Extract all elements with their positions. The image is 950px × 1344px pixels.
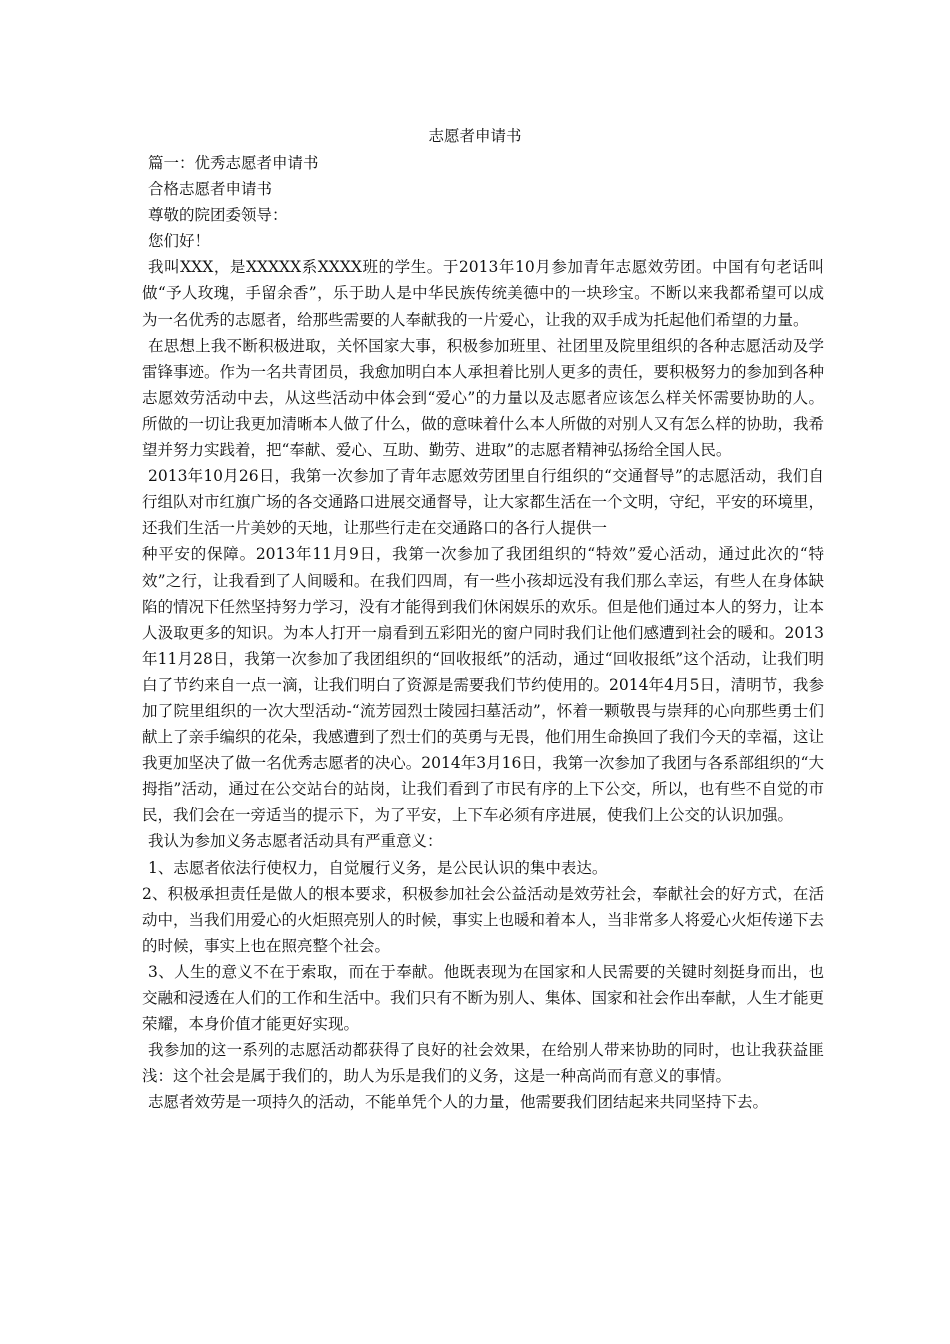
document-body xyxy=(142,150,824,1115)
paragraph-heading-1: 篇一：优秀志愿者申请书 xyxy=(148,154,319,172)
paragraph-traffic-activity: 2013年10月26日，我第一次参加了青年志愿效劳团里自行组织的“交通督导”的志愿活动，我们自行组队对市红旗广场的各交通路口进展交通督导，让大家都生活在一个文明，守纪，平安的环境里，还我们生活一片美妙的天地，让那些行走在交通路口的各行人提供一 xyxy=(142,467,825,538)
paragraph-results: 我参加的这一系列的志愿活动都获得了良好的社会效果，在给别人带来协助的同时，也让我获益匪浅：这个社会是属于我们的，助人为乐是我们的义务，这是一种高尚而有意义的事情。 xyxy=(142,1041,824,1086)
paragraph-closing: 志愿者效劳是一项持久的活动，不能单凭个人的力量，他需要我们团结起来共同坚持下去。 xyxy=(148,1093,769,1112)
paragraph-point-3: 3、人生的意义不在于索取，而在于奉献。他既表现为在国家和人民需要的关键时刻挺身而出，也交融和浸透在人们的工作和生活中。我们只有不断为别人、集体、国家和社会作出奉献，人生才能更荣耀，本身价值才能更好实现。 xyxy=(142,962,825,1034)
paragraph-thoughts: 在思想上我不断积极进取，关怀国家大事，积极参加班里、社团里及院里组织的各种志愿活动及学雷锋事迹。作为一名共青团员，我愈加明白本人承担着比别人更多的责任，要积极努力的参加到各种志愿效劳活动中去，从这些活动中体会到“爱心”的力量以及志愿者应该怎么样关怀需要协助的人。所做的一切让我更加清晰本人做了什么，做的意味着什么本人所做的对别人又有怎么样的协助，我希望并努力实践着，把“奉献、爱心、互助、勤劳、进取”的志愿者精神弘扬给全国人民。 xyxy=(142,336,825,460)
paragraph-heading-2: 合格志愿者申请书 xyxy=(148,180,273,199)
paragraph-significance-intro: 我认为参加义务志愿者活动具有严重意义： xyxy=(148,832,443,851)
paragraph-point-2: 2、积极承担责任是做人的根本要求，积极参加社会公益活动是效劳社会，奉献社会的好方式，在活动中，当我们用爱心的火炬照亮别人的时候，事实上也暖和着本人，当非常多人将爱心火炬传递下去的时候，事实上也在照亮整个社会。 xyxy=(142,884,825,955)
paragraph-introduction: 我叫XXX，是XXXXX系XXXX班的学生。于2013年10月参加青年志愿效劳团。中国有句老话叫做“予人玫瑰，手留余香”，乐于助人是中华民族传统美德中的一块珍宝。不断以来我都希望可以成为一名优秀的志愿者，给那些需要的人奉献我的一片爱心，让我的双手成为托起他们希望的力量。 xyxy=(142,258,824,329)
paragraph-activities-list: 种平安的保障。2013年11月9日，我第一次参加了我团组织的“特效”爱心活动，通过此次的“特效”之行，让我看到了人间暖和。在我们四周，有一些小孩却远没有我们那么幸运，有些人在身体缺陷的情况下任然坚持努力学习，没有才能得到我们休闲娱乐的欢乐。但是他们通过本人的努力，让本人汲取更多的知识。为本人打开一扇看到五彩阳光的窗户同时我们让他们感遭到社会的暖和。2013年11月28日，我第一次参加了我团组织的“回收报纸”的活动，通过“回收报纸”这个活动，让我们明白了节约来自一点一滴，让我们明白了资源是需要我们节约使用的。2014年4月5日，清明节，我参加了院里组织的一次大型活动-“流芳园烈士陵园扫墓活动”，怀着一颗敬畏与崇拜的心向那些勇士们献上了亲手编织的花朵，我感遭到了烈士们的英勇与无畏，他们用生命换回了我们今天的幸福，这让我更加坚决了做一名优秀志愿者的决心。2014年3月16日，我第一次参加了我团与各系部组织的“大拇指”活动，通过在公交站台的站岗，让我们看到了市民有序的上下公交，所以，也有些不自觉的市民，我们会在一旁适当的提示下，为了平安，上下车必须有序进展，使我们上公交的认识加强。 xyxy=(142,545,825,825)
paragraph-point-1: 1、志愿者依法行使权力，自觉履行义务，是公民认识的集中表达。 xyxy=(148,858,608,877)
paragraph-greeting: 您们好！ xyxy=(148,232,211,251)
paragraph-salutation: 尊敬的院团委领导： xyxy=(148,206,288,225)
document-title: 志愿者申请书 xyxy=(428,127,522,145)
